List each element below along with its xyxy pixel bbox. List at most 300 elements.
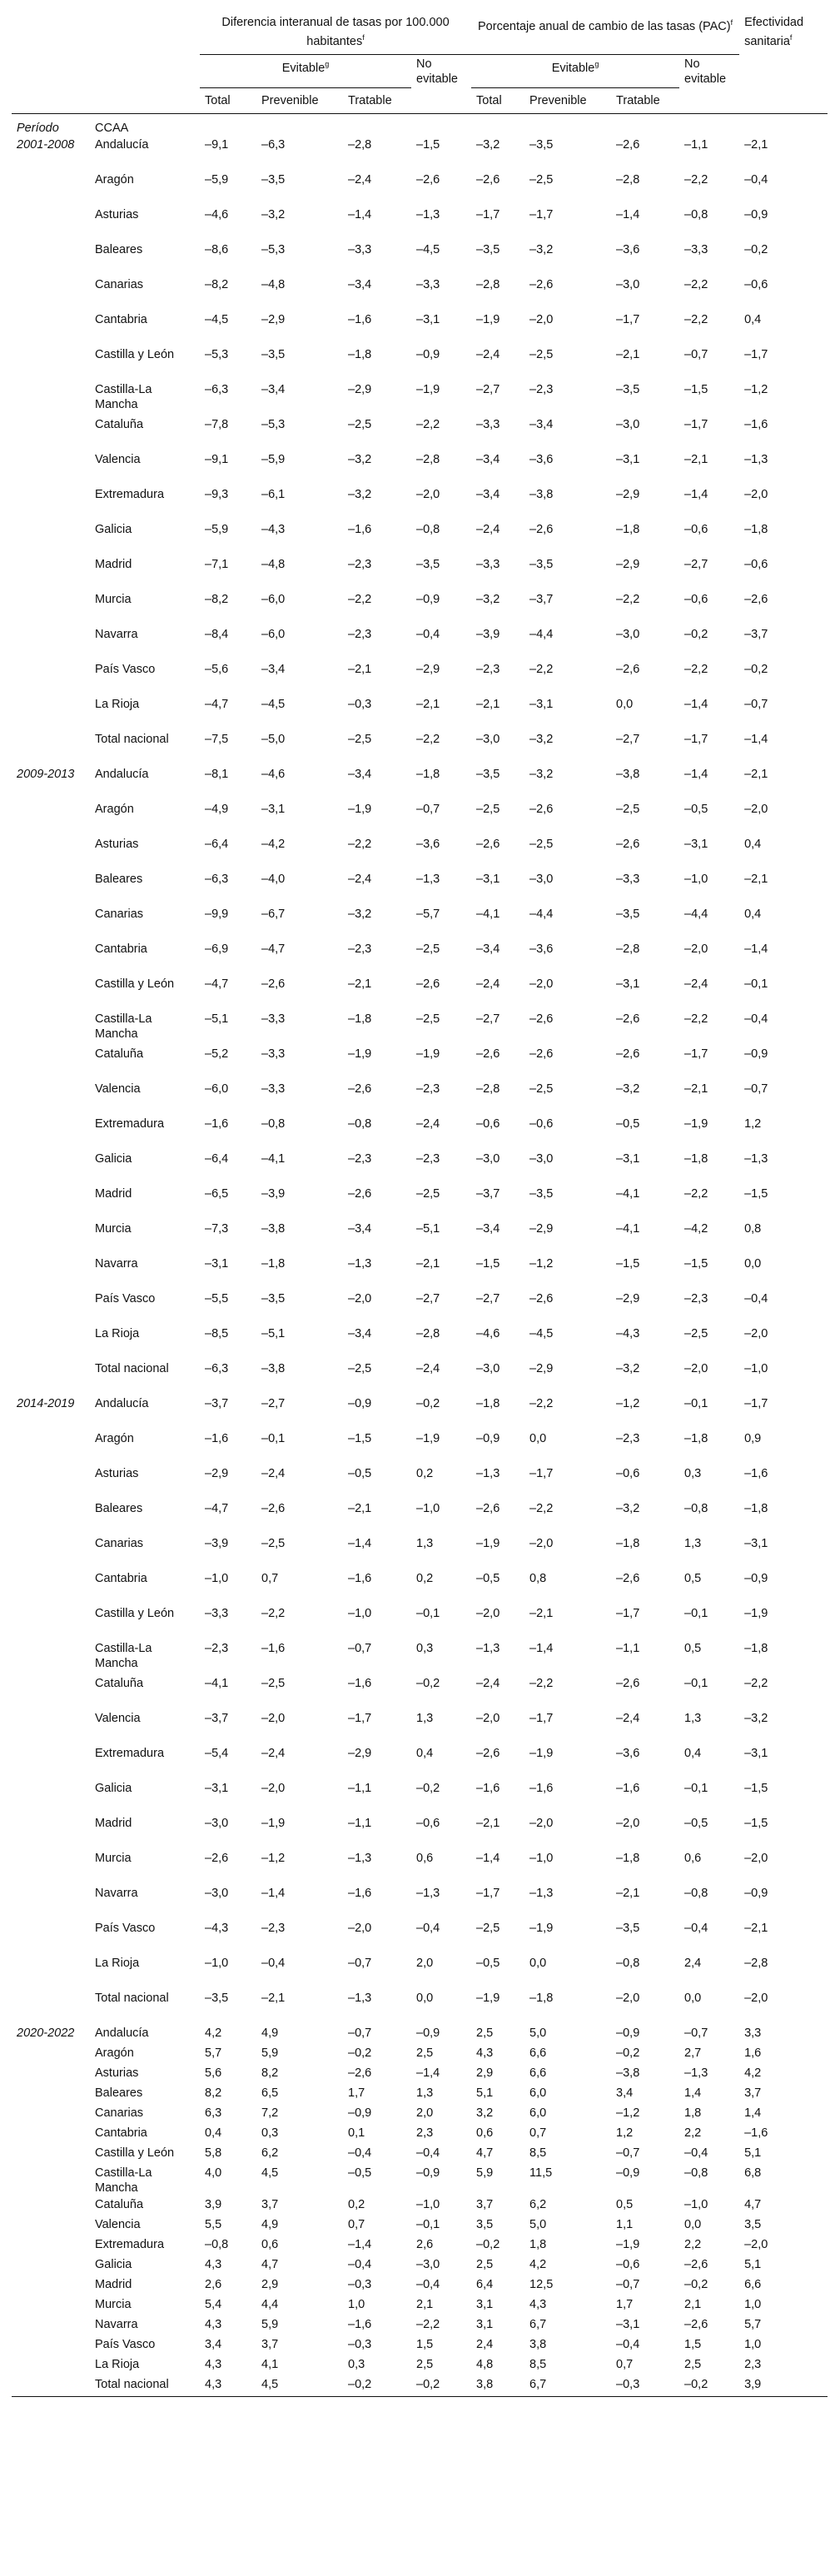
value-cell: –1,0 (348, 1607, 372, 1621)
value-cell: –2,6 (348, 2066, 372, 2081)
value-cell: 5,0 (529, 2218, 547, 2232)
value-cell: –0,8 (261, 1117, 286, 1131)
value-cell: –2,0 (529, 313, 554, 327)
value-cell: 5,0 (529, 2026, 547, 2041)
value-cell: –0,5 (684, 803, 708, 817)
ccaa-cell: Galicia (95, 1152, 132, 1166)
period-cell (12, 2196, 90, 2216)
value-cell: –0,1 (261, 1432, 286, 1446)
value-cell: 2,5 (416, 2046, 434, 2061)
value-cell: 0,6 (261, 2238, 279, 2252)
value-cell: –1,3 (684, 2066, 708, 2081)
value-cell: –1,7 (348, 1712, 372, 1726)
period-cell (12, 1430, 90, 1465)
value-cell: 1,3 (416, 1712, 434, 1726)
value-cell: –3,5 (476, 243, 500, 257)
ccaa-cell: La Rioja (95, 698, 140, 712)
value-cell: –1,6 (616, 1782, 640, 1796)
value-cell: –1,6 (744, 1467, 768, 1481)
table-row (12, 1990, 828, 2025)
table-row (12, 1815, 828, 1850)
value-cell: –3,2 (529, 768, 554, 782)
value-cell: –2,6 (616, 663, 640, 677)
value-cell: 5,1 (744, 2146, 762, 2161)
value-cell: 0,0 (616, 698, 634, 712)
value-cell: –2,4 (684, 977, 708, 992)
value-cell: –4,7 (205, 698, 229, 712)
value-cell: –1,9 (476, 1537, 500, 1551)
value-cell: –2,7 (476, 1292, 500, 1306)
value-cell: –3,7 (476, 1187, 500, 1201)
value-cell: –1,7 (529, 1467, 554, 1481)
value-cell: –2,7 (476, 383, 500, 397)
value-cell: 0,4 (744, 313, 762, 327)
value-cell: –2,0 (684, 1362, 708, 1376)
period-cell (12, 626, 90, 661)
value-cell: 0,7 (529, 2126, 547, 2141)
table-row (12, 906, 828, 941)
value-cell: 3,7 (476, 2198, 494, 2212)
period-cell (12, 1360, 90, 1395)
value-cell: –2,4 (416, 1117, 440, 1131)
table-row (12, 1745, 828, 1780)
table-row (12, 2025, 828, 2045)
value-cell: –2,3 (416, 1152, 440, 1166)
value-cell: –3,4 (261, 663, 286, 677)
value-cell: –1,1 (348, 1782, 372, 1796)
value-cell: –0,5 (684, 1817, 708, 1831)
value-cell: –0,1 (684, 1607, 708, 1621)
value-cell: 0,6 (684, 1852, 702, 1866)
value-cell: –3,2 (616, 1362, 640, 1376)
value-cell: –2,5 (348, 1362, 372, 1376)
value-cell: –3,0 (205, 1887, 229, 1901)
value-cell: –4,3 (205, 1922, 229, 1936)
value-cell: –4,6 (205, 208, 229, 222)
ccaa-cell: Extremadura (95, 1747, 165, 1761)
value-cell: –2,0 (744, 1327, 768, 1341)
value-cell: –4,7 (205, 1502, 229, 1516)
value-cell: –0,9 (744, 1047, 768, 1062)
value-cell: –2,0 (261, 1712, 286, 1726)
ccaa-cell: Asturias (95, 1467, 139, 1481)
value-cell: –0,1 (684, 1782, 708, 1796)
value-cell: 1,3 (684, 1712, 702, 1726)
value-cell: –3,5 (616, 908, 640, 922)
value-cell: –1,9 (348, 803, 372, 817)
value-cell: 4,9 (261, 2026, 279, 2041)
table-row (12, 1151, 828, 1186)
value-cell: –2,1 (744, 873, 768, 887)
value-cell: –2,2 (348, 593, 372, 607)
value-cell: –1,1 (616, 1642, 640, 1656)
value-cell: 0,2 (416, 1467, 434, 1481)
value-cell: –3,5 (529, 138, 554, 152)
table-row (12, 2376, 828, 2397)
value-cell: –2,0 (616, 1817, 640, 1831)
value-cell: –1,5 (684, 383, 708, 397)
value-cell: 1,3 (416, 1537, 434, 1551)
value-cell: –0,2 (744, 243, 768, 257)
value-cell: 11,5 (529, 2166, 553, 2181)
value-cell: –3,5 (205, 1992, 229, 2006)
table-row (12, 2105, 828, 2125)
value-cell: –2,0 (529, 977, 554, 992)
value-cell: –2,5 (416, 1187, 440, 1201)
period-cell (12, 2065, 90, 2085)
value-cell: –1,0 (744, 1362, 768, 1376)
value-cell: –3,4 (476, 453, 500, 467)
value-cell: 0,3 (348, 2358, 365, 2372)
value-cell: –3,1 (205, 1257, 229, 1271)
table-row (12, 1640, 828, 1675)
value-cell: –3,1 (261, 803, 286, 817)
value-cell: –1,6 (476, 1782, 500, 1796)
value-cell: –3,6 (616, 1747, 640, 1761)
value-cell: –3,1 (616, 453, 640, 467)
table-row (12, 2085, 828, 2105)
value-cell: 0,0 (684, 2218, 702, 2232)
value-cell: –0,4 (261, 1957, 286, 1971)
value-cell: –1,8 (744, 1502, 768, 1516)
value-cell: 3,9 (739, 2376, 828, 2397)
value-cell: –2,1 (684, 453, 708, 467)
value-cell: –2,6 (476, 1047, 500, 1062)
value-cell: –2,0 (348, 1922, 372, 1936)
value-cell: 6,6 (529, 2046, 547, 2061)
value-cell: –6,3 (205, 1362, 229, 1376)
period-cell (12, 2125, 90, 2145)
value-cell: –1,3 (416, 1887, 440, 1901)
value-cell: 5,7 (205, 2046, 222, 2061)
value-cell: 0,0 (416, 1992, 434, 2006)
value-cell: –8,1 (205, 768, 229, 782)
value-cell: –3,6 (616, 243, 640, 257)
value-cell: –0,7 (348, 2026, 372, 2041)
value-cell: –2,2 (684, 173, 708, 187)
period-cell (12, 1011, 90, 1046)
value-cell: –4,5 (205, 313, 229, 327)
value-cell: 0,5 (684, 1642, 702, 1656)
value-cell: –3,0 (529, 1152, 554, 1166)
value-cell: –1,9 (348, 1047, 372, 1062)
value-cell: 2,0 (416, 1957, 434, 1971)
value-cell: –0,5 (476, 1957, 500, 1971)
value-cell: –2,5 (348, 418, 372, 432)
value-cell: –0,9 (744, 1572, 768, 1586)
period-cell (12, 2145, 90, 2165)
header-efectividad: Efectividad sanitaria$^f$ (744, 16, 804, 48)
value-cell: –0,6 (744, 558, 768, 572)
value-cell: –4,1 (616, 1187, 640, 1201)
period-cell (12, 556, 90, 591)
value-cell: –1,9 (416, 383, 440, 397)
table-row (12, 1116, 828, 1151)
value-cell: –2,1 (348, 663, 372, 677)
value-cell: –5,9 (205, 523, 229, 537)
period-cell (12, 1465, 90, 1500)
value-cell: –2,1 (744, 768, 768, 782)
value-cell: 2,5 (476, 2026, 494, 2041)
value-cell: 4,5 (256, 2376, 343, 2397)
ccaa-cell: Navarra (95, 2318, 138, 2332)
period-cell (12, 486, 90, 521)
value-cell: –2,9 (205, 1467, 229, 1481)
period-cell (12, 731, 90, 766)
value-cell: –1,9 (416, 1432, 440, 1446)
value-cell: 0,0 (529, 1957, 547, 1971)
value-cell: –1,6 (348, 1887, 372, 1901)
value-cell: –2,5 (416, 942, 440, 957)
value-cell: –1,4 (476, 1852, 500, 1866)
value-cell: –3,1 (744, 1747, 768, 1761)
value-cell: –2,2 (684, 1187, 708, 1201)
ccaa-cell: Madrid (95, 558, 132, 572)
value-cell: 0,0 (684, 1992, 702, 2006)
period-cell (12, 1256, 90, 1290)
value-cell: –2,0 (476, 1712, 500, 1726)
value-cell: –2,7 (616, 733, 640, 747)
value-cell: –4,4 (529, 908, 554, 922)
value-cell: –0,2 (348, 2046, 372, 2061)
value-cell: –0,6 (616, 2258, 640, 2272)
table-row (12, 1046, 828, 1081)
value-cell: –3,5 (529, 558, 554, 572)
value-cell: –5,3 (261, 418, 286, 432)
period-cell (12, 1920, 90, 1955)
table-row (12, 2216, 828, 2236)
value-cell: –2,8 (476, 1082, 500, 1097)
value-cell: –0,8 (616, 1957, 640, 1971)
value-cell: –0,4 (616, 2338, 640, 2352)
value-cell: –2,4 (261, 1747, 286, 1761)
ccaa-cell: Cantabria (95, 2126, 147, 2141)
value-cell: 8,5 (529, 2146, 547, 2161)
period-cell (12, 1046, 90, 1081)
ccaa-cell: La Rioja (95, 1327, 140, 1341)
value-cell: –4,3 (261, 523, 286, 537)
value-cell: –1,9 (744, 1607, 768, 1621)
value-cell: –3,6 (416, 838, 440, 852)
period-cell (12, 1535, 90, 1570)
value-cell: –0,1 (416, 1607, 440, 1621)
value-cell: 5,1 (476, 2086, 494, 2101)
value-cell: –0,4 (416, 628, 440, 642)
period-cell: 2009-2013 (17, 768, 75, 782)
table-row (12, 836, 828, 871)
table-row (12, 2336, 828, 2356)
value-cell: –2,8 (348, 138, 372, 152)
value-cell: 4,2 (529, 2258, 547, 2272)
value-cell: –3,1 (616, 2318, 640, 2332)
table-row (12, 1850, 828, 1885)
value-cell: –2,8 (616, 942, 640, 957)
value-cell: –2,9 (529, 1362, 554, 1376)
value-cell: 4,8 (476, 2358, 494, 2372)
value-cell: –2,9 (616, 488, 640, 502)
value-cell: –4,4 (529, 628, 554, 642)
value-cell: –2,1 (476, 1817, 500, 1831)
value-cell: 3,5 (744, 2218, 762, 2232)
value-cell: –3,3 (616, 873, 640, 887)
table-row (12, 241, 828, 276)
value-cell: –5,6 (205, 663, 229, 677)
value-cell: 5,8 (205, 2146, 222, 2161)
value-cell: 3,7 (261, 2198, 279, 2212)
ccaa-cell: Baleares (95, 243, 143, 257)
period-cell (12, 346, 90, 381)
table-row (12, 206, 828, 241)
value-cell: –2,6 (476, 1502, 500, 1516)
value-cell: 2,2 (684, 2238, 702, 2252)
value-cell: –1,5 (616, 1257, 640, 1271)
value-cell: –0,6 (616, 1467, 640, 1481)
value-cell: –0,4 (744, 173, 768, 187)
value-cell: –2,9 (261, 313, 286, 327)
value-cell: 6,4 (476, 2278, 494, 2292)
value-cell: –2,6 (529, 278, 554, 292)
value-cell: –0,8 (684, 2166, 708, 2181)
value-cell: –1,6 (261, 1642, 286, 1656)
value-cell: –1,4 (744, 942, 768, 957)
value-cell: 0,6 (416, 1852, 434, 1866)
value-cell: –3,5 (616, 1922, 640, 1936)
value-cell: –4,5 (416, 243, 440, 257)
value-cell: –2,6 (616, 138, 640, 152)
value-cell: 2,4 (684, 1957, 702, 1971)
ccaa-cell: Cantabria (95, 1572, 147, 1586)
value-cell: –1,0 (684, 2198, 708, 2212)
value-cell: 4,3 (200, 2376, 256, 2397)
value-cell: –1,7 (684, 1047, 708, 1062)
value-cell: –2,2 (529, 1502, 554, 1516)
value-cell: –1,8 (616, 1852, 640, 1866)
value-cell: –5,4 (205, 1747, 229, 1761)
period-cell (12, 241, 90, 276)
period-cell (12, 2356, 90, 2376)
value-cell: –1,3 (744, 1152, 768, 1166)
value-cell: –3,4 (476, 1222, 500, 1236)
value-cell: –2,2 (416, 733, 440, 747)
value-cell: –2,5 (261, 1677, 286, 1691)
value-cell: –1,2 (744, 383, 768, 397)
value-cell: 2,3 (416, 2126, 434, 2141)
value-cell: –1,6 (205, 1117, 229, 1131)
value-cell: 1,2 (744, 1117, 762, 1131)
value-cell: 6,2 (261, 2146, 279, 2161)
period-cell (12, 1955, 90, 1990)
value-cell: –0,7 (684, 2026, 708, 2041)
header-prevenible-2: Prevenible (524, 88, 611, 114)
value-cell: –2,6 (529, 803, 554, 817)
ccaa-cell: Baleares (95, 873, 143, 887)
value-cell: –7,8 (205, 418, 229, 432)
value-cell: –1,6 (348, 523, 372, 537)
value-cell: –6,4 (205, 1152, 229, 1166)
value-cell: –1,9 (616, 2238, 640, 2252)
value-cell: –2,2 (684, 278, 708, 292)
value-cell: –2,1 (476, 698, 500, 712)
table-row (12, 2356, 828, 2376)
value-cell: –2,6 (261, 1502, 286, 1516)
value-cell: –3,5 (261, 173, 286, 187)
value-cell: –3,2 (529, 243, 554, 257)
value-cell: –3,0 (616, 278, 640, 292)
value-cell: –5,3 (261, 243, 286, 257)
value-cell: –2,3 (348, 628, 372, 642)
value-cell: –2,0 (684, 942, 708, 957)
value-cell: 3,7 (744, 2086, 762, 2101)
ccaa-cell: Aragón (95, 2046, 134, 2061)
value-cell: –0,4 (744, 1012, 768, 1027)
value-cell: –1,5 (744, 1782, 768, 1796)
value-cell: 2,5 (684, 2358, 702, 2372)
value-cell: –3,2 (744, 1712, 768, 1726)
value-cell: –6,4 (205, 838, 229, 852)
value-cell: –0,8 (205, 2238, 229, 2252)
value-cell: –4,0 (261, 873, 286, 887)
value-cell: 0,2 (348, 2198, 365, 2212)
value-cell: 8,2 (261, 2066, 279, 2081)
value-cell: –0,4 (348, 2258, 372, 2272)
value-cell: –2,9 (348, 1747, 372, 1761)
value-cell: –1,3 (348, 1992, 372, 2006)
value-cell: –0,2 (416, 1397, 440, 1411)
value-cell: –1,6 (348, 2318, 372, 2332)
value-cell: –3,5 (261, 1292, 286, 1306)
value-cell: –1,4 (348, 1537, 372, 1551)
value-cell: 1,0 (744, 2338, 762, 2352)
header-total-1: Total (200, 88, 256, 114)
value-cell: –2,2 (684, 1012, 708, 1027)
value-cell: –3,2 (616, 1082, 640, 1097)
period-cell (12, 2216, 90, 2236)
period-cell (12, 172, 90, 206)
ccaa-cell: Castilla-La Mancha (95, 1642, 152, 1671)
ccaa-cell: País Vasco (95, 1922, 156, 1936)
header-no-evitable-2: No evitable (684, 57, 727, 86)
period-cell (12, 1710, 90, 1745)
value-cell: 1,2 (616, 2126, 634, 2141)
period-cell (12, 871, 90, 906)
value-cell: 12,5 (529, 2278, 554, 2292)
header-prevenible-1: Prevenible (256, 88, 343, 114)
value-cell: 5,5 (205, 2218, 222, 2232)
value-cell: –6,0 (261, 628, 286, 642)
ccaa-cell: Extremadura (95, 1117, 165, 1131)
period-cell (12, 206, 90, 241)
value-cell: 5,9 (476, 2166, 494, 2181)
ccaa-cell: Valencia (95, 1082, 141, 1097)
ccaa-cell: Aragón (95, 173, 134, 187)
value-cell: –3,4 (348, 1222, 372, 1236)
value-cell: –3,4 (261, 383, 286, 397)
value-cell: –0,6 (416, 1817, 440, 1831)
value-cell: –1,3 (416, 208, 440, 222)
value-cell: 4,5 (261, 2166, 279, 2181)
value-cell: –3,4 (348, 768, 372, 782)
value-cell: –1,4 (684, 698, 708, 712)
table-row (12, 1535, 828, 1570)
value-cell: 3,4 (205, 2338, 222, 2352)
value-cell: –2,0 (616, 1992, 640, 2006)
value-cell: –3,3 (348, 243, 372, 257)
ccaa-cell: Canarias (95, 1537, 144, 1551)
value-cell: 0,4 (416, 1747, 434, 1761)
period-cell: 2014-2019 (17, 1397, 75, 1411)
value-cell: –1,1 (348, 1817, 372, 1831)
table-row (12, 276, 828, 311)
